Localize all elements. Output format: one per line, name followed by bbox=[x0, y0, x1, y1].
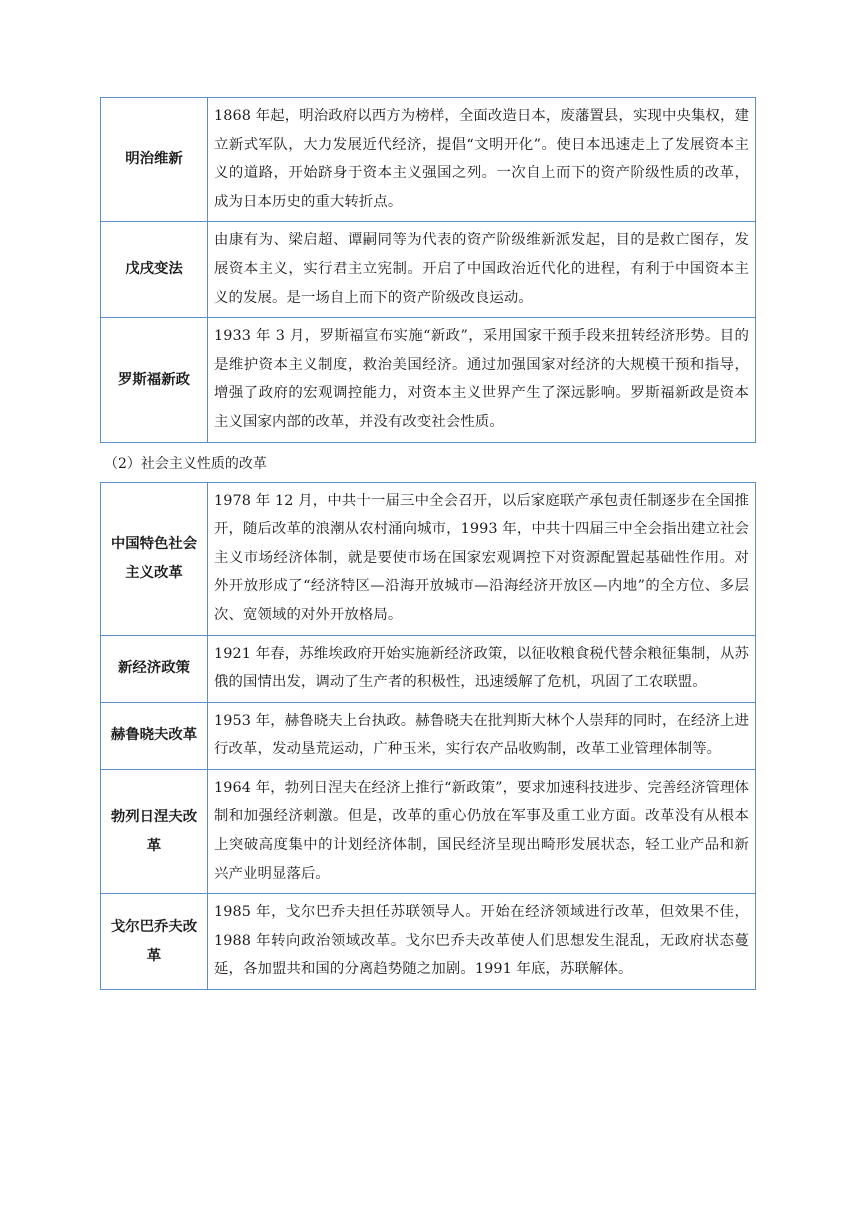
capitalist-reforms-table bbox=[100, 97, 756, 443]
reform-name: 新经济政策 bbox=[101, 635, 208, 702]
table-row bbox=[101, 98, 756, 222]
reform-description: 1978 年 12 月，中共十一届三中全会召开，以后家庭联产承包责任制逐步在全国推开，随后改革的浪潮从农村涌向城市，1993 年，中共十四届三中全会指出建立社会主义市场经济体制，就是要使市场在国家宏观调控下对资源配置起基础性作用。对外开放形成了“经济特区—沿海开放城市—沿海经济开放区—内地”的全方位、多层次、宽领域的对外开放格局。 bbox=[208, 482, 756, 635]
reform-name: 勃列日涅夫改革 bbox=[101, 769, 208, 893]
document-page bbox=[100, 97, 756, 990]
socialist-reforms-table bbox=[100, 482, 756, 991]
table-row bbox=[101, 702, 756, 769]
reform-name: 戊戌变法 bbox=[101, 222, 208, 318]
table-row bbox=[101, 769, 756, 893]
table-row bbox=[101, 894, 756, 990]
reform-name: 中国特色社会主义改革 bbox=[101, 482, 208, 635]
reform-description: 1933 年 3 月，罗斯福宣布实施“新政”，采用国家干预手段来扭转经济形势。目的是维护资本主义制度，救治美国经济。通过加强国家对经济的大规模干预和指导，增强了政府的宏观调控能力，对资本主义世界产生了深远影响。罗斯福新政是资本主义国家内部的改革，并没有改变社会性质。 bbox=[208, 318, 756, 442]
reform-description: 1985 年，戈尔巴乔夫担任苏联领导人。开始在经济领域进行改革，但效果不佳，1988 年转向政治领域改革。戈尔巴乔夫改革使人们思想发生混乱，无政府状态蔓延，各加盟共和国的分离趋势随之加剧。1991 年底，苏联解体。 bbox=[208, 894, 756, 990]
reform-description: 1964 年，勃列日涅夫在经济上推行“新政策”，要求加速科技进步、完善经济管理体制和加强经济刺激。但是，改革的重心仍放在军事及重工业方面。改革没有从根本上突破高度集中的计划经济体制，国民经济呈现出畸形发展状态，轻工业产品和新兴产业明显落后。 bbox=[208, 769, 756, 893]
table-row bbox=[101, 318, 756, 442]
table-row bbox=[101, 482, 756, 635]
reform-name: 明治维新 bbox=[101, 98, 208, 222]
reform-description: 由康有为、梁启超、谭嗣同等为代表的资产阶级维新派发起，目的是救亡图存，发展资本主义，实行君主立宪制。开启了中国政治近代化的进程，有利于中国资本主义的发展。是一场自上而下的资产阶级改良运动。 bbox=[208, 222, 756, 318]
section-heading: （2）社会主义性质的改革 bbox=[104, 455, 267, 472]
table-row bbox=[101, 635, 756, 702]
reform-name: 赫鲁晓夫改革 bbox=[101, 702, 208, 769]
reform-description: 1921 年春，苏维埃政府开始实施新经济政策，以征收粮食税代替余粮征集制，从苏俄的国情出发，调动了生产者的积极性，迅速缓解了危机，巩固了工农联盟。 bbox=[208, 635, 756, 702]
table-row bbox=[101, 222, 756, 318]
reform-description: 1868 年起，明治政府以西方为榜样，全面改造日本，废藩置县，实现中央集权，建立新式军队，大力发展近代经济，提倡“文明开化”。使日本迅速走上了发展资本主义的道路，开始跻身于资本主义强国之列。一次自上而下的资产阶级性质的改革，成为日本历史的重大转折点。 bbox=[208, 98, 756, 222]
reform-name: 戈尔巴乔夫改革 bbox=[101, 894, 208, 990]
reform-description: 1953 年，赫鲁晓夫上台执政。赫鲁晓夫在批判斯大林个人崇拜的同时，在经济上进行改革，发动垦荒运动，广种玉米，实行农产品收购制，改革工业管理体制等。 bbox=[208, 702, 756, 769]
reform-name: 罗斯福新政 bbox=[101, 318, 208, 442]
